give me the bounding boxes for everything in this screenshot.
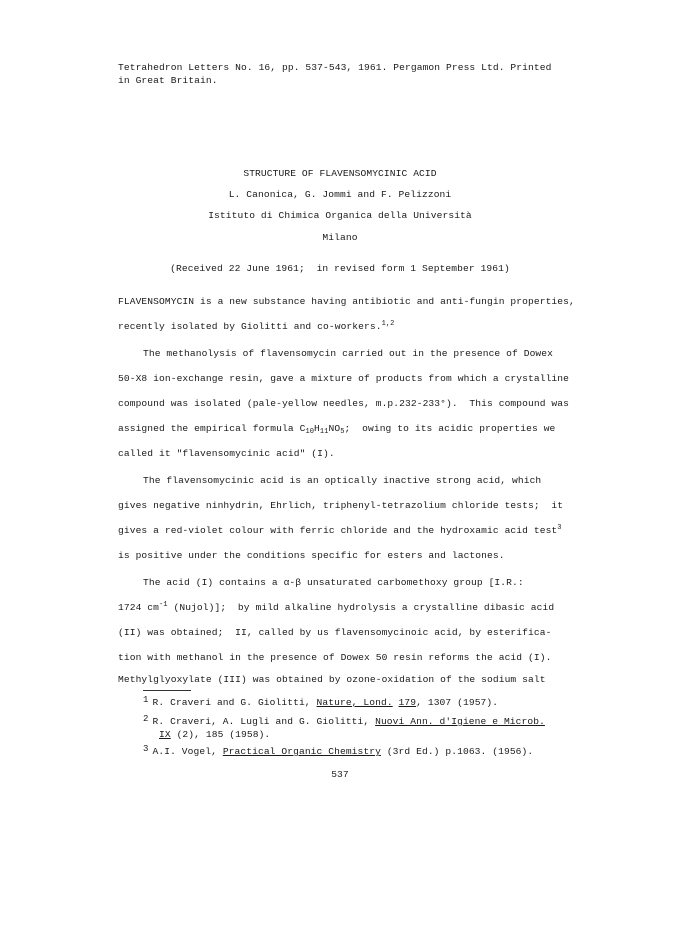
paragraph-2-line-5: called it "flavensomycinic acid" (I).	[118, 448, 335, 459]
citation-superscript: 1,2	[381, 320, 395, 328]
paper-title: STRUCTURE OF FLAVENSOMYCINIC ACID	[243, 168, 437, 179]
paragraph-3-line-1: The flavensomycinic acid is an optically inactive strong acid, which	[143, 475, 542, 486]
footnote-2: 2 R. Craveri, A. Lugli and G. Giolitti, Nuovi Ann. d'Igiene e Microb.	[143, 714, 545, 727]
footnote-divider	[143, 690, 191, 691]
paragraph-2-line-4: assigned the empirical formula $C_{10}H_{11}NO_5$; owing to its acidic properties we	[118, 423, 556, 436]
page-number: 537	[331, 769, 349, 780]
paragraph-4-line-3: (II) was obtained; II, called by us flavensomycinoic acid, by esterifica-	[118, 627, 552, 638]
footnote-2-continued: IX (2), 185 (1958).	[159, 729, 271, 740]
citation-superscript: 3	[557, 524, 562, 532]
footnote-1: 1 R. Craveri and G. Giolitti, Nature, Lond. 179, 1307 (1957).	[143, 695, 499, 708]
footnote-3: 3 A.I. Vogel, Practical Organic Chemistry (3rd Ed.) p.1063. (1956).	[143, 744, 534, 757]
paragraph-1-line-2: recently isolated by Giolitti and co-workers.$^{1,2}$	[118, 320, 395, 332]
paragraph-4-line-2: 1724 $cm^{-1}$ (Nujol)]; by mild alkaline hydrolysis a crystalline dibasic acid	[118, 601, 555, 613]
paragraph-3-line-4: is positive under the conditions specific for esters and lactones.	[118, 550, 505, 561]
paragraph-3-line-3: gives a red-violet colour with ferric chloride and the hydroxamic acid test$^3$	[118, 524, 562, 536]
journal-header-line-1: Tetrahedron Letters No. 16, pp. 537-543, 1961. Pergamon Press Ltd. Printed	[118, 62, 552, 73]
paragraph-2-line-2: 50-X8 ion-exchange resin, gave a mixture of products from which a crystalline	[118, 373, 570, 384]
paragraph-4-line-1: The acid (I) contains a α-β unsaturated carbomethoxy group [I.R.:	[143, 577, 524, 588]
paper-city: Milano	[322, 232, 358, 243]
paragraph-2-line-3: compound was isolated (pale-yellow needles, m.p.232-233°). This compound was	[118, 398, 570, 409]
paragraph-1-line-1: FLAVENSOMYCIN is a new substance having antibiotic and anti-fungin properties,	[118, 296, 575, 307]
received-date: (Received 22 June 1961; in revised form 1 September 1961)	[170, 263, 510, 274]
paragraph-3-line-2: gives negative ninhydrin, Ehrlich, triphenyl-tetrazolium chloride tests; it	[118, 500, 564, 511]
paragraph-2-line-1: The methanolysis of flavensomycin carried out in the presence of Dowex	[143, 348, 554, 359]
journal-header-line-2: in Great Britain.	[118, 75, 218, 86]
paper-institute: Istituto di Chimica Organica della Università	[208, 210, 472, 221]
paragraph-4-line-4: tion with methanol in the presence of Dowex 50 resin reforms the acid (I).	[118, 652, 552, 663]
paragraph-4-line-5: Methylglyoxylate (III) was obtained by ozone-oxidation of the sodium salt	[118, 674, 546, 685]
paper-authors: L. Canonica, G. Jommi and F. Pelizzoni	[228, 189, 452, 200]
